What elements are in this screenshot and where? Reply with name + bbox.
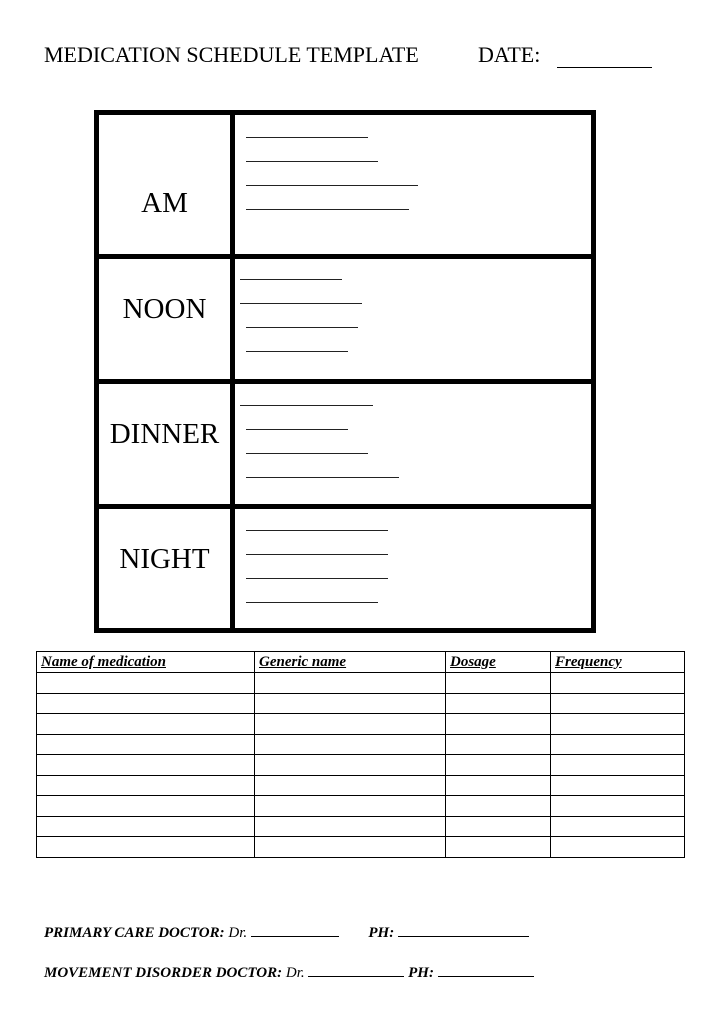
slot-label-am: AM	[141, 187, 188, 219]
am-entry-line[interactable]	[246, 209, 409, 210]
cell-medication-name[interactable]	[37, 693, 255, 714]
primary-doctor-prefix: Dr.	[228, 925, 248, 941]
cell-medication-name[interactable]	[37, 714, 255, 735]
cell-dosage[interactable]	[446, 693, 551, 714]
column-header-frequency: Frequency	[551, 652, 685, 673]
movement-doctor-line: MOVEMENT DISORDER DOCTOR: Dr. PH:	[44, 962, 534, 982]
slot-label-dinner: DINNER	[109, 418, 220, 450]
primary-doctor-line: PRIMARY CARE DOCTOR: Dr. PH:	[44, 922, 529, 942]
schedule-row-divider	[99, 254, 591, 259]
medication-table	[36, 651, 685, 858]
noon-entry-line[interactable]	[240, 279, 342, 280]
primary-doctor-phone-label: PH:	[368, 925, 395, 941]
cell-dosage[interactable]	[446, 673, 551, 694]
schedule-row-divider	[99, 504, 591, 509]
noon-entry-line[interactable]	[240, 303, 362, 304]
cell-dosage[interactable]	[446, 816, 551, 837]
schedule-row-divider	[99, 379, 591, 384]
night-entry-line[interactable]	[246, 530, 388, 531]
cell-frequency[interactable]	[551, 837, 685, 858]
night-entry-line[interactable]	[246, 578, 388, 579]
dinner-entry-line[interactable]	[240, 405, 373, 406]
table-header-row	[37, 652, 685, 673]
table-row	[37, 796, 685, 817]
table-row	[37, 714, 685, 735]
page-header	[44, 42, 541, 68]
cell-frequency[interactable]	[551, 673, 685, 694]
primary-doctor-name-field[interactable]	[251, 922, 339, 937]
cell-generic-name[interactable]	[255, 816, 446, 837]
table-row	[37, 816, 685, 837]
cell-generic-name[interactable]	[255, 734, 446, 755]
cell-generic-name[interactable]	[255, 673, 446, 694]
cell-medication-name[interactable]	[37, 775, 255, 796]
cell-generic-name[interactable]	[255, 775, 446, 796]
cell-frequency[interactable]	[551, 693, 685, 714]
column-header-dosage: Dosage	[446, 652, 551, 673]
cell-generic-name[interactable]	[255, 837, 446, 858]
am-entry-line[interactable]	[246, 185, 418, 186]
cell-frequency[interactable]	[551, 714, 685, 735]
page-title: MEDICATION SCHEDULE TEMPLATE	[44, 42, 419, 67]
night-entry-line[interactable]	[246, 602, 378, 603]
cell-frequency[interactable]	[551, 816, 685, 837]
table-row	[37, 837, 685, 858]
cell-medication-name[interactable]	[37, 755, 255, 776]
cell-medication-name[interactable]	[37, 816, 255, 837]
cell-dosage[interactable]	[446, 837, 551, 858]
table-row	[37, 775, 685, 796]
column-header-generic: Generic name	[255, 652, 446, 673]
schedule-column-divider	[230, 115, 235, 628]
primary-doctor-label: PRIMARY CARE DOCTOR	[44, 925, 220, 941]
movement-doctor-name-field[interactable]	[308, 962, 404, 977]
movement-doctor-phone-field[interactable]	[438, 962, 534, 977]
cell-frequency[interactable]	[551, 796, 685, 817]
schedule-grid	[94, 110, 594, 632]
dinner-entry-line[interactable]	[246, 477, 399, 478]
table-row	[37, 755, 685, 776]
cell-generic-name[interactable]	[255, 714, 446, 735]
cell-medication-name[interactable]	[37, 796, 255, 817]
cell-medication-name[interactable]	[37, 837, 255, 858]
schedule-border	[94, 110, 596, 633]
am-entry-line[interactable]	[246, 137, 368, 138]
slot-label-noon: NOON	[122, 293, 207, 325]
noon-entry-line[interactable]	[246, 327, 358, 328]
date-label: DATE:	[478, 42, 541, 67]
cell-medication-name[interactable]	[37, 673, 255, 694]
date-field[interactable]	[557, 67, 652, 68]
cell-dosage[interactable]	[446, 775, 551, 796]
cell-frequency[interactable]	[551, 734, 685, 755]
cell-dosage[interactable]	[446, 796, 551, 817]
cell-medication-name[interactable]	[37, 734, 255, 755]
cell-generic-name[interactable]	[255, 693, 446, 714]
cell-dosage[interactable]	[446, 755, 551, 776]
primary-doctor-phone-field[interactable]	[398, 922, 529, 937]
cell-generic-name[interactable]	[255, 755, 446, 776]
movement-doctor-label: MOVEMENT DISORDER DOCTOR	[44, 965, 278, 981]
cell-dosage[interactable]	[446, 714, 551, 735]
column-header-name: Name of medication	[37, 652, 255, 673]
cell-dosage[interactable]	[446, 734, 551, 755]
am-entry-line[interactable]	[246, 161, 378, 162]
cell-frequency[interactable]	[551, 755, 685, 776]
table-row	[37, 673, 685, 694]
night-entry-line[interactable]	[246, 554, 388, 555]
movement-doctor-phone-label: PH:	[408, 965, 434, 981]
movement-doctor-prefix: Dr.	[285, 965, 305, 981]
cell-frequency[interactable]	[551, 775, 685, 796]
noon-entry-line[interactable]	[246, 351, 348, 352]
table-body	[37, 673, 685, 858]
slot-label-night: NIGHT	[119, 543, 210, 575]
dinner-entry-line[interactable]	[246, 429, 348, 430]
cell-generic-name[interactable]	[255, 796, 446, 817]
dinner-entry-line[interactable]	[246, 453, 368, 454]
table-row	[37, 693, 685, 714]
table-row	[37, 734, 685, 755]
